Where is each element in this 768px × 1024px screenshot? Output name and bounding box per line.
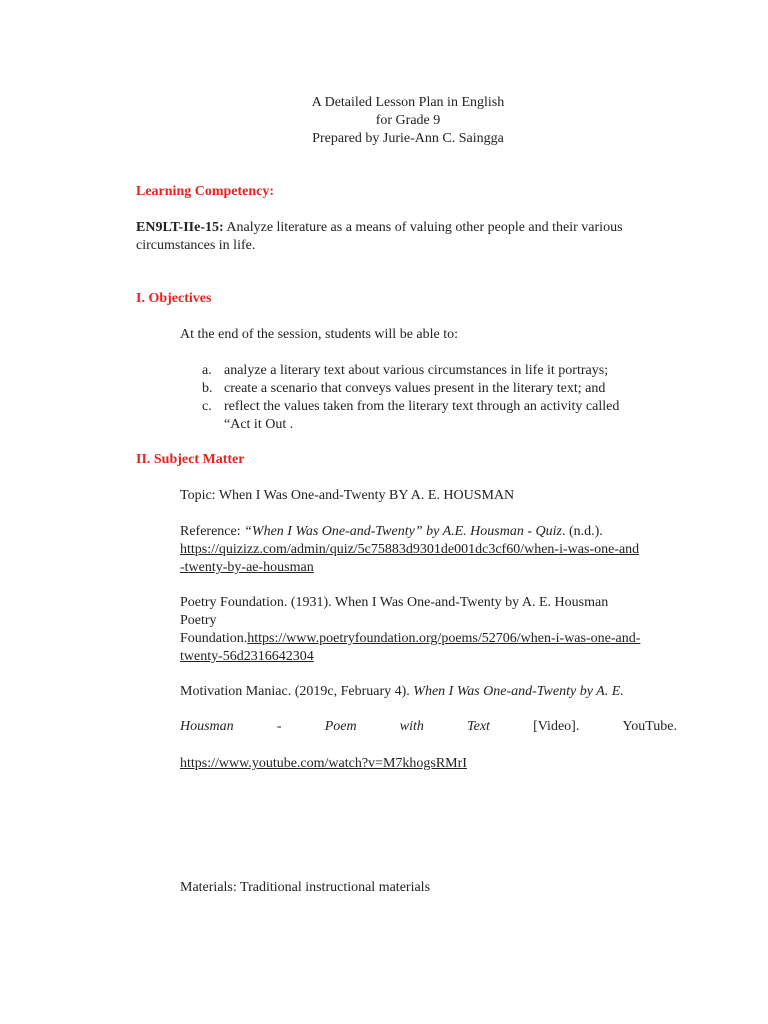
poetry-foundation-link-continued[interactable]: twenty-56d2316642304 [180,649,314,664]
word: Housman [180,719,234,734]
word: Poem [324,719,357,734]
reference-3-line-2 [180,718,677,736]
word: Text [467,719,490,734]
author-line: Prepared by Jurie-Ann C. Saingga [312,131,504,146]
reference-label: Reference: [180,524,245,539]
word: - [276,719,282,734]
list-marker: c. [202,399,212,414]
reference-3-line-1 [180,683,624,701]
reference-date: . (n.d.). [561,524,603,539]
youtube-link[interactable]: https://www.youtube.com/watch?v=M7khogsRMrI [180,756,467,771]
reference-2-line-3 [180,630,640,648]
topic-line: Topic: When I Was One-and-Twenty BY A. E. HOUSMAN [180,488,515,503]
reference-2-line-1: Poetry Foundation. (1931). When I Was One-and-Twenty by A. E. Housman [180,595,609,610]
subject-matter-heading: II. Subject Matter [136,452,245,467]
reference-title: “When I Was One-and-Twenty” by A.E. Housman - Quiz [244,524,562,539]
reference-source: Motivation Maniac. (2019c, February 4). [180,684,414,699]
reference-2-line-2: Poetry [180,613,217,628]
objective-item-c [202,398,619,416]
grade-line: for Grade 9 [375,113,441,128]
reference-1 [180,523,603,541]
objective-text: analyze a literary text about various circumstances in life it portrays; [224,363,609,378]
competency-line-1 [136,219,623,237]
word: YouTube. [622,719,677,734]
reference-source: Foundation. [180,631,248,646]
objective-item-c-continued: “Act it Out . [224,417,294,432]
objective-item-a [202,362,608,380]
word: [Video]. [533,719,580,734]
materials-line: Materials: Traditional instructional materials [180,880,431,895]
poetry-foundation-link[interactable]: https://www.poetryfoundation.org/poems/52706/when-i-was-one-and- [247,631,641,646]
word: with [399,719,424,734]
objective-item-b [202,380,605,398]
document-title: A Detailed Lesson Plan in English [311,95,505,110]
objectives-heading: I. Objectives [136,291,212,306]
objective-text: reflect the values taken from the literary text through an activity called [224,399,620,414]
list-marker: a. [202,363,212,378]
quizizz-link[interactable]: https://quizizz.com/admin/quiz/5c75883d9301de001dc3cf60/when-i-was-one-and [180,542,640,557]
competency-code: EN9LT-IIe-15: [136,220,224,235]
reference-title: When I Was One-and-Twenty by A. E. [413,684,624,699]
list-marker: b. [202,381,213,396]
competency-line-2: circumstances in life. [136,238,256,253]
objective-text: create a scenario that conveys values present in the literary text; and [224,381,606,396]
objectives-intro: At the end of the session, students will be able to: [180,327,459,342]
competency-text: Analyze literature as a means of valuing other people and their various [226,220,623,235]
quizizz-link-continued[interactable]: -twenty-by-ae-housman [180,560,314,575]
competency-heading: Learning Competency: [136,184,275,199]
